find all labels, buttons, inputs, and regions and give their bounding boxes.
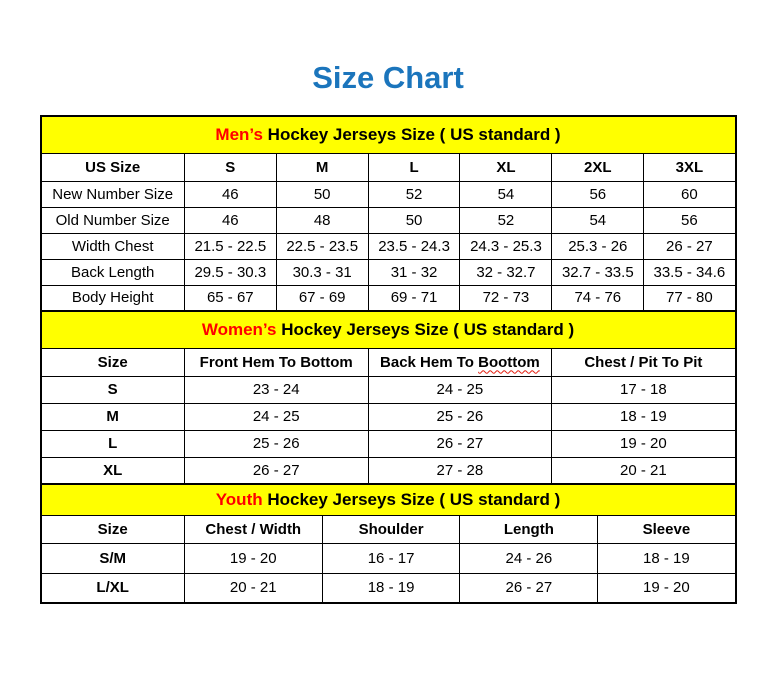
men-banner-highlight: Men’s [215,124,263,144]
size-tables [40,115,737,604]
column-header: Chest / Pit To Pit [552,348,736,376]
men-banner-row [41,116,736,153]
men-section-banner: Men’s Hockey Jerseys Size ( US standard ) [41,116,736,153]
youth-size-table [40,483,737,604]
table-cell: 52 [460,207,552,233]
column-header: XL [460,153,552,181]
table-cell: 26 - 27 [184,457,368,484]
column-header: Size [41,515,185,543]
page-title: Size Chart [312,60,464,95]
table-cell: 46 [184,207,276,233]
table-cell: 69 - 71 [368,285,460,311]
table-cell: 18 - 19 [322,573,460,603]
column-header: 2XL [552,153,644,181]
table-cell: 17 - 18 [552,376,736,403]
table-cell: 32 - 32.7 [460,259,552,285]
women-banner-highlight: Women’s [201,319,277,339]
row-label: Back Length [41,259,185,285]
table-row [41,207,736,233]
table-cell: 20 - 21 [552,457,736,484]
table-cell: 25 - 26 [184,430,368,457]
table-cell: 54 [460,181,552,207]
table-cell: 24 - 26 [460,543,598,573]
column-header: M [276,153,368,181]
column-header: Chest / Width [184,515,322,543]
youth-section-banner: Youth Hockey Jerseys Size ( US standard ) [41,484,736,515]
table-cell: 23 - 24 [184,376,368,403]
table-cell: 18 - 19 [552,403,736,430]
row-label: S [41,376,185,403]
table-cell: 25 - 26 [368,403,552,430]
table-row [41,233,736,259]
row-label: New Number Size [41,181,185,207]
table-cell: 30.3 - 31 [276,259,368,285]
youth-header-row [41,515,736,543]
column-header: Shoulder [322,515,460,543]
row-label: S/M [41,543,185,573]
table-cell: 24 - 25 [368,376,552,403]
table-cell: 31 - 32 [368,259,460,285]
row-label: M [41,403,185,430]
table-cell: 24 - 25 [184,403,368,430]
women-header-row [41,348,736,376]
women-section-banner: Women’s Hockey Jerseys Size ( US standard ) [41,311,736,348]
row-label: L [41,430,185,457]
column-header: Back Hem To Boottom [368,348,552,376]
table-cell: 50 [368,207,460,233]
table-cell: 25.3 - 26 [552,233,644,259]
misspelled-word: Boottom [478,353,540,371]
table-cell: 72 - 73 [460,285,552,311]
column-header: Sleeve [598,515,736,543]
men-size-table [40,115,737,312]
table-row [41,181,736,207]
table-cell: 74 - 76 [552,285,644,311]
table-cell: 26 - 27 [644,233,736,259]
table-cell: 65 - 67 [184,285,276,311]
table-cell: 19 - 20 [184,543,322,573]
women-banner-row [41,311,736,348]
table-cell: 23.5 - 24.3 [368,233,460,259]
row-label: L/XL [41,573,185,603]
table-cell: 29.5 - 30.3 [184,259,276,285]
table-cell: 26 - 27 [368,430,552,457]
table-cell: 18 - 19 [598,543,736,573]
table-cell: 56 [552,181,644,207]
table-cell: 19 - 20 [552,430,736,457]
table-row [41,285,736,311]
table-cell: 24.3 - 25.3 [460,233,552,259]
column-header: US Size [41,153,185,181]
column-header: Size [41,348,185,376]
table-row [41,403,736,430]
table-row [41,573,736,603]
table-cell: 52 [368,181,460,207]
table-cell: 33.5 - 34.6 [644,259,736,285]
table-cell: 46 [184,181,276,207]
table-cell: 60 [644,181,736,207]
men-header-row [41,153,736,181]
column-header: L [368,153,460,181]
table-cell: 32.7 - 33.5 [552,259,644,285]
column-header: Front Hem To Bottom [184,348,368,376]
column-header: Length [460,515,598,543]
table-row [41,259,736,285]
table-row [41,430,736,457]
table-cell: 50 [276,181,368,207]
table-cell: 77 - 80 [644,285,736,311]
row-label: Width Chest [41,233,185,259]
youth-banner-highlight: Youth [215,489,263,509]
women-size-table [40,310,737,485]
table-row [41,457,736,484]
table-cell: 20 - 21 [184,573,322,603]
table-cell: 54 [552,207,644,233]
table-cell: 16 - 17 [322,543,460,573]
table-cell: 48 [276,207,368,233]
row-label: Body Height [41,285,185,311]
table-row [41,543,736,573]
row-label: XL [41,457,185,484]
table-cell: 27 - 28 [368,457,552,484]
table-row [41,376,736,403]
column-header: S [184,153,276,181]
table-cell: 19 - 20 [598,573,736,603]
youth-banner-row [41,484,736,515]
table-cell: 67 - 69 [276,285,368,311]
column-header: 3XL [644,153,736,181]
row-label: Old Number Size [41,207,185,233]
table-cell: 56 [644,207,736,233]
table-cell: 21.5 - 22.5 [184,233,276,259]
table-cell: 26 - 27 [460,573,598,603]
table-cell: 22.5 - 23.5 [276,233,368,259]
